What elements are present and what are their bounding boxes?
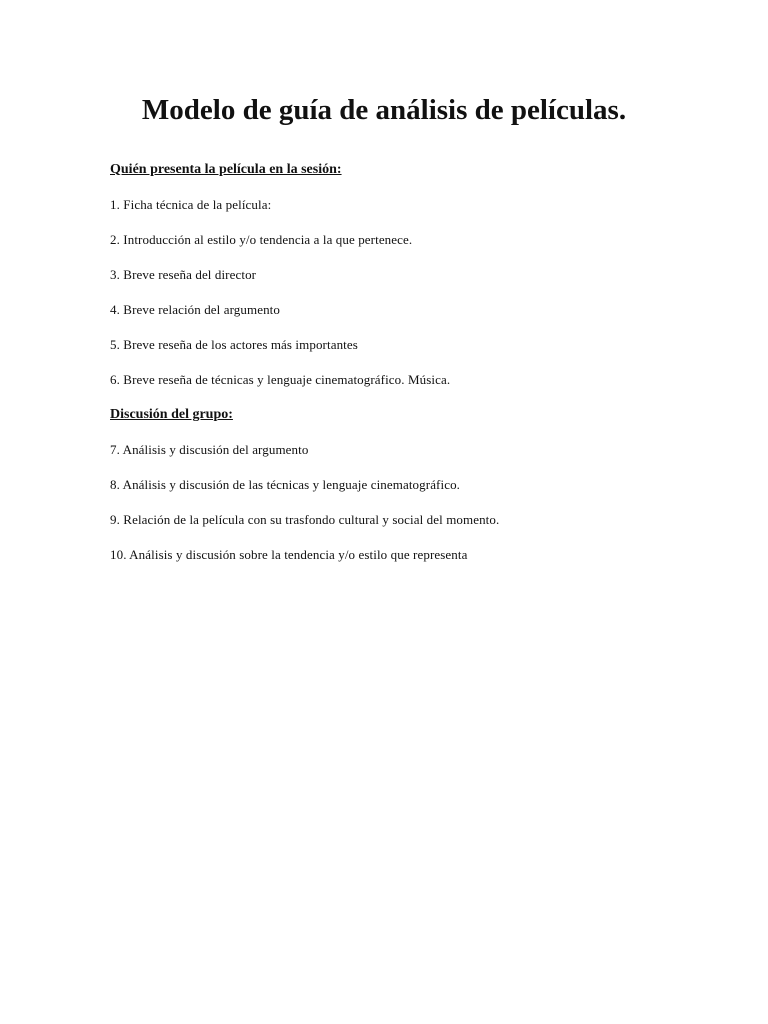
list-item: 2. Introducción al estilo y/o tendencia a la que pertenece. [110,232,413,247]
section-heading: Quién presenta la película en la sesión: [110,162,342,177]
list-item: 8. Análisis y discusión de las técnicas y lenguaje cinematográfico. [110,477,461,492]
list-item: 7. Análisis y discusión del argumento [110,442,309,457]
list-item: 3. Breve reseña del director [110,267,257,282]
section-presenter [110,160,710,390]
section-heading: Discusión del grupo: [110,407,233,422]
list-item: 10. Análisis y discusión sobre la tendencia y/o estilo que representa [110,547,468,562]
document-title: Modelo de guía de análisis de películas. [141,94,627,126]
document-body [110,160,710,580]
list-item: 1. Ficha técnica de la película: [110,197,272,212]
list-item: 9. Relación de la película con su trasfondo cultural y social del momento. [110,512,500,527]
list-item: 4. Breve relación del argumento [110,302,280,317]
list-item: 5. Breve reseña de los actores más importantes [110,337,358,352]
section-group-discussion [110,405,710,565]
list-item: 6. Breve reseña de técnicas y lenguaje cinematográfico. Música. [110,372,451,387]
